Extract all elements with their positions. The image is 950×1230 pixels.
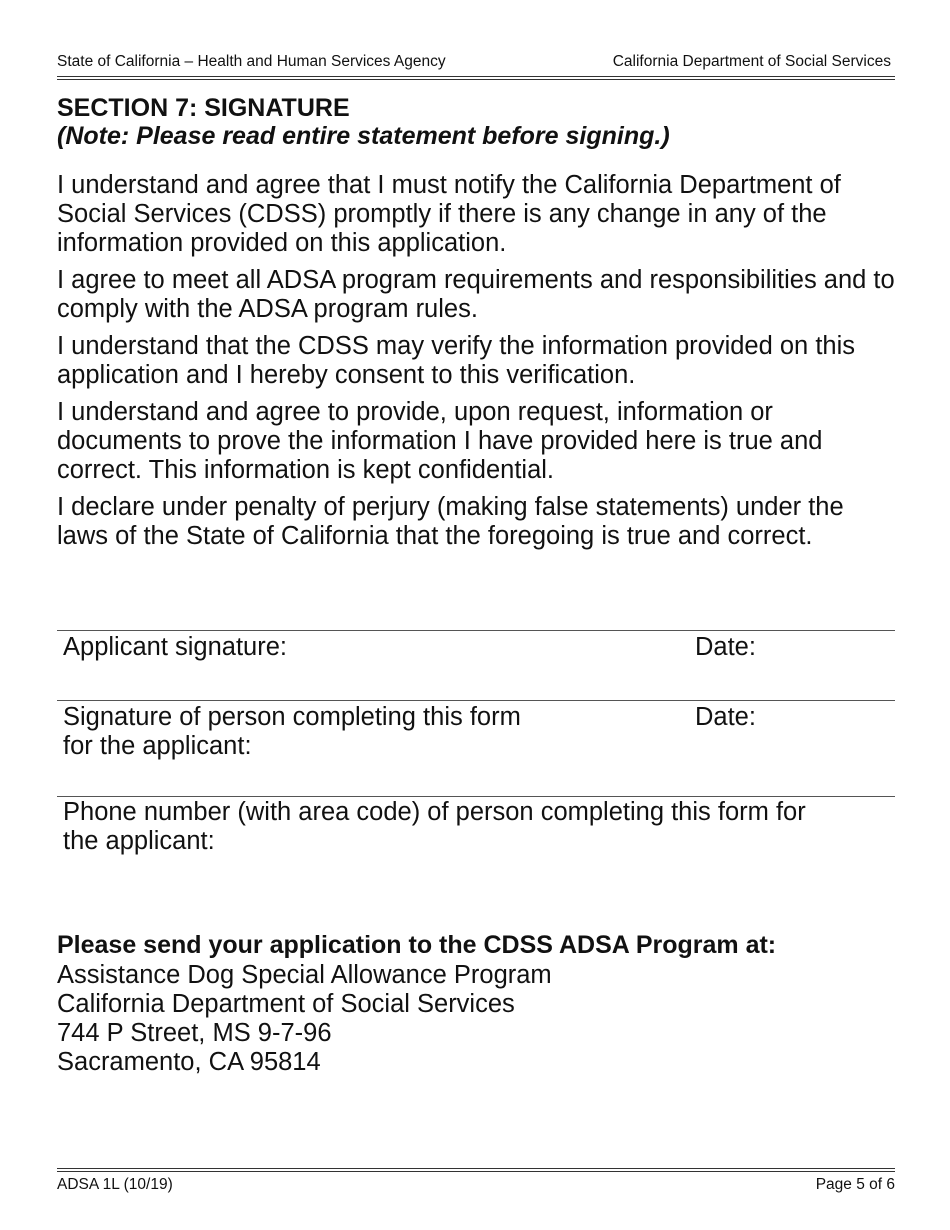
mailing-heading: Please send your application to the CDSS ADSA Program at: <box>57 931 777 959</box>
applicant-date-label: Date: <box>695 633 756 661</box>
mailing-address <box>57 961 552 1077</box>
section-note: (Note: Please read entire statement before signing.) <box>57 122 670 150</box>
page-number: Page 5 of 6 <box>815 1176 895 1193</box>
address-line: Assistance Dog Special Allowance Program <box>57 961 552 989</box>
statement-list <box>57 171 895 559</box>
statement-notify-changes: I understand and agree that I must notify the California Department of Social Services (CDSS) promptly if there is any change in any of the information provided on this application. <box>57 171 841 258</box>
completer-signature-label <box>63 703 521 761</box>
phone-label-line2: the applicant: <box>63 827 215 855</box>
header-divider <box>57 76 895 80</box>
header-agency: State of California – Health and Human Services Agency <box>57 53 446 70</box>
completer-date-label: Date: <box>695 703 756 731</box>
statement-perjury-declaration: I declare under penalty of perjury (making false statements) under the laws of the State of California that the foregoing is true and correct. <box>57 493 844 551</box>
completer-signature-label-line2: for the applicant: <box>63 732 252 760</box>
statement-provide-documents: I understand and agree to provide, upon request, information or documents to prove the information I have provided here is true and correct. This information is kept confidential. <box>57 397 823 485</box>
applicant-signature-line <box>57 630 895 631</box>
completer-signature-line <box>57 700 895 701</box>
section-title: SECTION 7: SIGNATURE <box>57 94 350 122</box>
address-line: Sacramento, CA 95814 <box>57 1048 321 1076</box>
form-page <box>57 0 895 1230</box>
page-footer <box>57 1176 895 1196</box>
completer-signature-label-line1: Signature of person completing this form <box>63 703 521 731</box>
address-line: California Department of Social Services <box>57 990 515 1018</box>
address-line: 744 P Street, MS 9-7-96 <box>57 1019 332 1047</box>
form-id: ADSA 1L (10/19) <box>57 1176 173 1193</box>
statement-verification-consent: I understand that the CDSS may verify the information provided on this application and I hereby consent to this verification. <box>57 332 855 390</box>
phone-line <box>57 796 895 797</box>
footer-divider <box>57 1168 895 1172</box>
statement-program-requirements: I agree to meet all ADSA program requirements and responsibilities and to comply with the ADSA program rules. <box>57 266 895 324</box>
header-department: California Department of Social Services <box>612 53 891 70</box>
phone-label <box>63 798 806 856</box>
phone-label-line1: Phone number (with area code) of person completing this form for <box>63 798 806 826</box>
page-header <box>57 53 895 73</box>
applicant-signature-label: Applicant signature: <box>63 633 287 661</box>
